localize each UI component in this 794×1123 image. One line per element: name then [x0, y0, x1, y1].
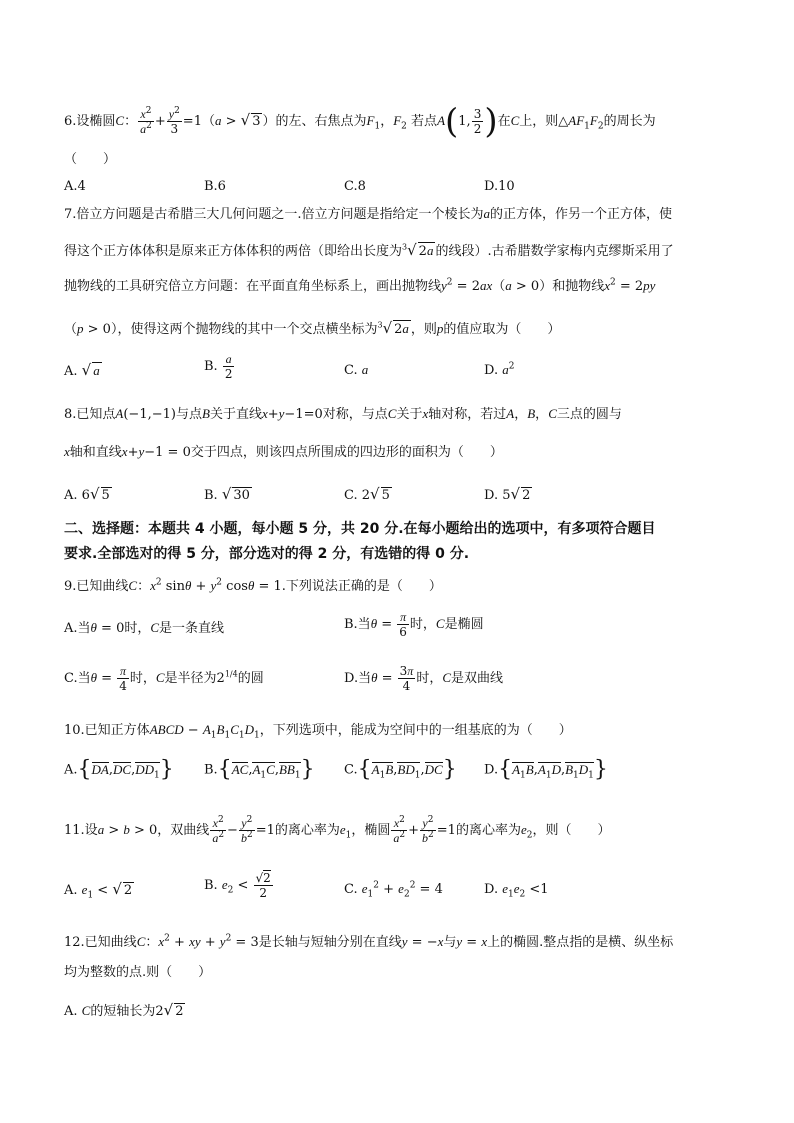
- q12-option-a-text: 的短轴长为: [90, 1004, 156, 1019]
- q9-a-2: 时，: [124, 621, 151, 636]
- q8-text-1e: 关于: [396, 407, 423, 422]
- q7-line-1: 7.倍立方问题是古希腊三大几何问题之一.倍立方问题是指给定一个棱长为a的正方体，作另一个正方体，使: [64, 206, 673, 222]
- q9-b-1: B.当: [344, 617, 371, 632]
- q12-text-1d: 上的椭圆.整点指的是横、纵坐标: [487, 935, 674, 950]
- q6-text-2: 若点: [411, 114, 438, 129]
- q9-c-3: 是半径为: [164, 671, 217, 686]
- q8-text-1b: 与点: [175, 407, 202, 422]
- q11-option-a: A. $e_1$ < √ 2: [64, 880, 133, 901]
- q12-line-2: 均为整数的点.则（ ）: [64, 965, 212, 980]
- q9-d-2: 时，: [416, 671, 443, 686]
- q11-text-d: ，椭圆: [351, 823, 391, 838]
- q7-option-c: C. a: [344, 362, 369, 378]
- q8-text-1d: 对称，与点: [322, 407, 388, 422]
- q7-option-d: D. $a^2$: [484, 361, 515, 378]
- q7-text-4a: ，使得这两个抛物线的其中一个交点横坐标为: [117, 322, 378, 337]
- q9-option-d: D.当θ = $\frac{3\pi}{4}$ 时，C是双曲线: [344, 664, 504, 693]
- q11-text-b: ，双曲线: [157, 823, 210, 838]
- q11-text-f: ，则（ ）: [532, 823, 611, 838]
- q9-stem: 9.已知曲线C：$x^2$ $\sin\theta + y^2$ cosθ = 1.下列说法正确的是（ ）: [64, 577, 442, 594]
- q11-option-d: D. $e_1e_2 <1$: [484, 881, 549, 900]
- q6-paren: （ ）: [64, 152, 117, 167]
- q6-stem: 6.设椭圆C： $\frac{x^2}{a^2}$ + $\frac{y^2}{3}$ =1（a > √ 3 ）的左、右焦点为$F_1$，$F_2$ 若点A(1, $\frac{3}{2}$ )在C上，则$\triangle AF_1F_2$的周长为: [64, 101, 656, 142]
- q8-text-1g: 三点的圆与: [556, 407, 622, 422]
- q9-c-4: 的圆: [237, 671, 264, 686]
- q10-option-b: $B.\{AC,A_1C,BB_1\}$: [204, 757, 315, 782]
- q12-text-1c: 与: [443, 935, 457, 950]
- q11-text-c: 的离心率为: [274, 823, 340, 838]
- q8-text-1a: 8.已知点: [64, 407, 116, 422]
- q9-option-c: C.当θ = $\frac{\pi}{4}$ 时，C是半径为$2^{1/4}$的圆: [64, 664, 264, 693]
- q9-b-2: 时，: [409, 617, 436, 632]
- q7-text-1b: 的正方体，作另一个正方体，使: [490, 207, 673, 222]
- q7-option-a: A. √ a: [64, 361, 100, 379]
- q7-text-1: 7.倍立方问题是古希腊三大几何问题之一.倍立方问题是指给定一个棱长为: [64, 207, 484, 222]
- q9-text-a: 9.已知曲线: [64, 579, 129, 594]
- q12-text-1b: 是长轴与短轴分别在直线: [258, 935, 402, 950]
- q9-b-3: 是椭圆: [444, 617, 484, 632]
- q6-option-d: D.10: [484, 179, 515, 194]
- q8-option-b: B. √ 30: [204, 485, 250, 503]
- q7-text-3a: 抛物线的工具研究倍立方问题：在平面直角坐标系上，画出抛物线: [64, 279, 442, 294]
- q9-text-b: 下列说法正确的是（ ）: [285, 579, 442, 594]
- q11-option-b: B. $e_2$ < $\frac{√2}{2}$: [204, 871, 271, 900]
- q9-a-1: A.当: [64, 621, 91, 636]
- q6-option-c: C.8: [344, 179, 366, 194]
- q10-text-a: 10.已知正方体: [64, 723, 150, 738]
- q12-line-1: 12.已知曲线C：$x^2$ + xy + $y^2 = 3$是长轴与短轴分别在直线y = −x与y = x上的椭圆.整点指的是横、纵坐标: [64, 933, 674, 950]
- q8-text-2a: 轴和直线: [69, 445, 122, 460]
- q9-c-1: C.当: [64, 671, 91, 686]
- q7-text-4b: ，则: [410, 322, 437, 337]
- q8-option-a: A. 6√ 5: [64, 485, 110, 503]
- q11-text-e: 的离心率为: [455, 823, 521, 838]
- q8-line-2: x轴和直线x+y−1 = 0交于四点，则该四点所围成的四边形的面积为（ ）: [64, 444, 503, 460]
- q7-line-2: 得这个正方体体积是原来正方体体积的两倍（即给出长度为$^3$√ 2a 的线段）.古希腊数学家梅内克缪斯采用了: [64, 241, 674, 259]
- q6-text-4: 上，则△: [519, 114, 569, 129]
- q11-stem: 11.设a > b > 0，双曲线 $\frac{x^2}{a^2}$ − $\frac{y^2}{b^2}$ =1的离心率为$e_1$，椭圆 $\frac{x^2}{a^2}$ + $\frac{y^2}{b^2}$ =1的离心率为$e_2$，则（ ）: [64, 815, 611, 845]
- q7-text-2b: 的线段）.古希腊数学家梅内克缪斯采用了: [435, 244, 674, 259]
- q9-d-3: 是双曲线: [451, 671, 504, 686]
- q9-option-b: B.当θ = $\frac{\pi}{6}$ 时，C是椭圆: [344, 610, 484, 639]
- q6-text-3: 在: [497, 114, 511, 129]
- q8-text-1c: 关于直线: [209, 407, 262, 422]
- q10-option-c: $C.\{A_1B,BD_1,DC\}$: [344, 757, 457, 782]
- q8-text-2b: 交于四点，则该四点所围成的四边形的面积为（ ）: [190, 445, 503, 460]
- q11-option-c: C. $e_1^2 + e_2^2 = 4$: [344, 880, 443, 900]
- q8-option-d: D. 5√ 2: [484, 485, 531, 503]
- q11-text-a: 11.设: [64, 823, 98, 838]
- q7-text-2a: 得这个正方体体积是原来正方体体积的两倍（即给出长度为: [64, 244, 403, 259]
- q6-option-b: B.6: [204, 179, 226, 194]
- section2-heading-2: 要求.全部选对的得 5 分，部分选对的得 2 分，有选错的得 0 分.: [64, 546, 470, 562]
- q7-option-b: B. $\frac{a}{2}$: [204, 352, 233, 381]
- q7-text-3b: 和抛物线: [552, 279, 605, 294]
- q9-c-2: 时，: [129, 671, 156, 686]
- q10-option-a: $A.\{DA,DC,DD_1\}$: [64, 757, 174, 782]
- section2-heading-1: 二、选择题：本题共 4 小题，每小题 5 分，共 20 分.在每小题给出的选项中，有多项符合题目: [64, 521, 656, 537]
- q8-option-c: C. 2√ 5: [344, 485, 390, 503]
- q6-option-a: A.4: [64, 179, 86, 194]
- q10-text-b: ，下列选项中，能成为空间中的一组基底的为（ ）: [259, 723, 572, 738]
- q6-num: 6.设椭圆: [64, 114, 116, 129]
- q7-line-3: 抛物线的工具研究倍立方问题：在平面直角坐标系上，画出抛物线$y^2 = 2ax(a > 0)$和抛物线$x^2 = 2py$: [64, 277, 656, 294]
- q7-text-4c: 的值应取为（ ）: [443, 322, 561, 337]
- q12-option-a: A. C的短轴长为2√ 2: [64, 1001, 184, 1019]
- q12-text-1a: 12.已知曲线: [64, 935, 137, 950]
- q9-option-a: A.当θ = 0时，C是一条直线: [64, 620, 225, 636]
- q9-d-1: D.当: [344, 671, 372, 686]
- q10-stem: 10.已知正方体ABCD − $A_1B_1C_1D_1$，下列选项中，能成为空间中的一组基底的为（ ）: [64, 722, 572, 741]
- q8-line-1: 8.已知点A(−1,−1)与点B关于直线x+y−1=0对称，与点C关于x轴对称，若过A，B，C三点的圆与: [64, 406, 622, 422]
- q7-line-4: （p > 0），使得这两个抛物线的其中一个交点横坐标为$^3$√ 2a ，则p的值应取为（ ）: [64, 319, 561, 337]
- q6-text-1: 的左、右焦点为: [275, 114, 367, 129]
- q8-text-1f: 轴对称，若过: [428, 407, 507, 422]
- q10-option-d: $D.\{A_1B,A_1D,B_1D_1\}$: [484, 757, 608, 782]
- q6-text-5: 的周长为: [603, 114, 656, 129]
- q9-a-3: 是一条直线: [159, 621, 225, 636]
